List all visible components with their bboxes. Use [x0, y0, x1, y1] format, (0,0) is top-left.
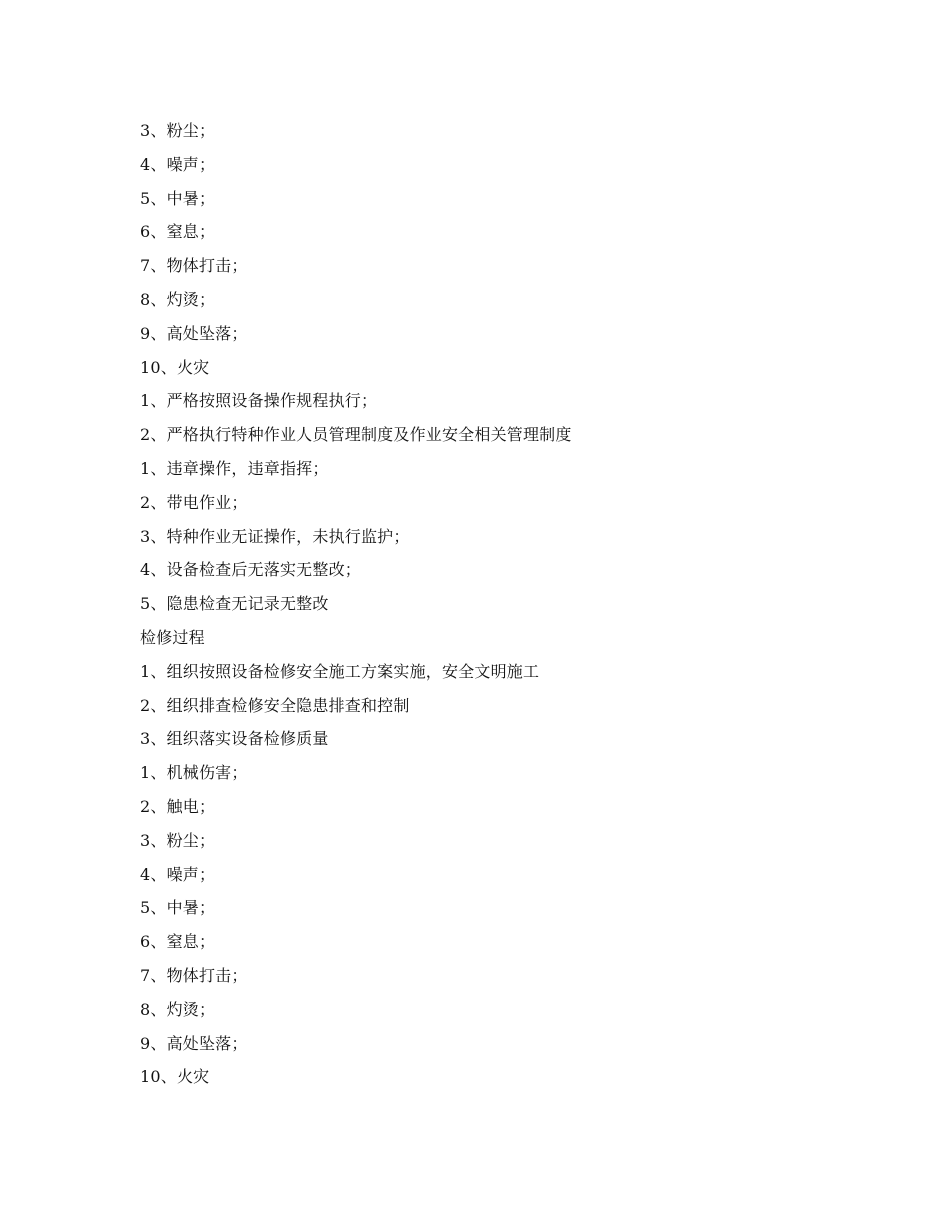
- text-line: 3、组织落实设备检修质量: [140, 729, 329, 749]
- text-line: 2、带电作业；: [140, 492, 248, 512]
- text-line: 3、特种作业无证操作，未执行监护；: [140, 526, 410, 546]
- text-line: 5、中暑；: [140, 898, 216, 918]
- text-line: 4、噪声；: [140, 154, 216, 174]
- document-body: [140, 114, 572, 1094]
- text-line: 4、设备检查后无落实无整改；: [140, 560, 361, 580]
- text-line: 10、火灾: [140, 1067, 210, 1087]
- text-line: 1、违章操作，违章指挥；: [140, 458, 329, 478]
- text-line: 6、窒息；: [140, 222, 216, 242]
- text-line: 2、组织排查检修安全隐患排查和控制: [140, 695, 410, 715]
- text-line: 7、物体打击；: [140, 965, 248, 985]
- section-heading: 检修过程: [140, 627, 205, 647]
- text-line: 9、高处坠落；: [140, 1033, 248, 1053]
- text-line: 3、粉尘；: [140, 121, 216, 140]
- text-line: 1、机械伤害；: [140, 763, 248, 783]
- text-line: 5、隐患检查无记录无整改: [140, 594, 329, 614]
- text-line: 2、触电；: [140, 796, 216, 816]
- text-line: 3、粉尘；: [140, 830, 216, 850]
- text-line: 7、物体打击；: [140, 256, 248, 276]
- text-line: 1、组织按照设备检修安全施工方案实施，安全文明施工: [140, 661, 540, 681]
- text-line: 10、火灾: [140, 357, 210, 377]
- text-line: 9、高处坠落；: [140, 323, 248, 343]
- text-line: 8、灼烫；: [140, 289, 216, 309]
- text-line: 2、严格执行特种作业人员管理制度及作业安全相关管理制度: [140, 425, 572, 445]
- text-line: 6、窒息；: [140, 932, 216, 952]
- text-line: 4、噪声；: [140, 864, 216, 884]
- text-line: 1、严格按照设备操作规程执行；: [140, 391, 378, 411]
- text-line: 5、中暑；: [140, 188, 216, 208]
- text-line: 8、灼烫；: [140, 999, 216, 1019]
